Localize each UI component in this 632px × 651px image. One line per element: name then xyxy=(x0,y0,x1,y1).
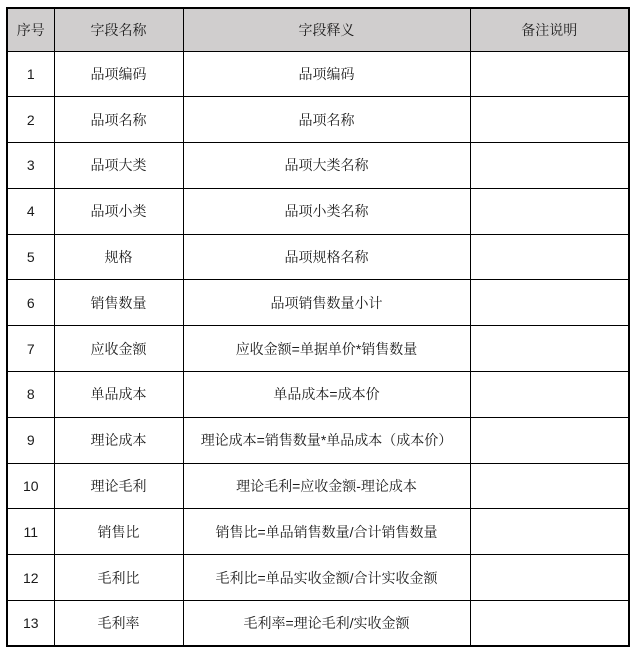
cell-name: 应收金额 xyxy=(54,326,183,372)
cell-no: 11 xyxy=(7,509,54,555)
cell-name: 规格 xyxy=(54,234,183,280)
cell-note xyxy=(470,509,629,555)
cell-name: 品项编码 xyxy=(54,51,183,97)
cell-note xyxy=(470,601,629,647)
cell-no: 5 xyxy=(7,234,54,280)
cell-note xyxy=(470,188,629,234)
table-row xyxy=(7,280,629,326)
cell-desc: 品项大类名称 xyxy=(183,143,470,189)
cell-no: 1 xyxy=(7,51,54,97)
cell-note xyxy=(470,234,629,280)
cell-desc: 品项编码 xyxy=(183,51,470,97)
cell-desc: 销售比=单品销售数量/合计销售数量 xyxy=(183,509,470,555)
cell-note xyxy=(470,417,629,463)
cell-name: 理论成本 xyxy=(54,417,183,463)
cell-no: 4 xyxy=(7,188,54,234)
cell-no: 6 xyxy=(7,280,54,326)
cell-no: 13 xyxy=(7,601,54,647)
field-definition-table xyxy=(6,7,630,647)
header-col-no: 序号 xyxy=(7,8,54,51)
table-row xyxy=(7,234,629,280)
table-row xyxy=(7,417,629,463)
cell-no: 10 xyxy=(7,463,54,509)
header-col-name: 字段名称 xyxy=(54,8,183,51)
cell-no: 3 xyxy=(7,143,54,189)
cell-note xyxy=(470,280,629,326)
cell-name: 品项小类 xyxy=(54,188,183,234)
cell-no: 7 xyxy=(7,326,54,372)
cell-note xyxy=(470,326,629,372)
header-col-note: 备注说明 xyxy=(470,8,629,51)
cell-name: 销售数量 xyxy=(54,280,183,326)
cell-desc: 应收金额=单据单价*销售数量 xyxy=(183,326,470,372)
cell-name: 理论毛利 xyxy=(54,463,183,509)
table-row xyxy=(7,509,629,555)
table-row xyxy=(7,97,629,143)
cell-desc: 品项名称 xyxy=(183,97,470,143)
cell-no: 2 xyxy=(7,97,54,143)
header-col-desc: 字段释义 xyxy=(183,8,470,51)
cell-name: 毛利率 xyxy=(54,601,183,647)
cell-desc: 毛利比=单品实收金额/合计实收金额 xyxy=(183,555,470,601)
cell-name: 品项大类 xyxy=(54,143,183,189)
cell-name: 毛利比 xyxy=(54,555,183,601)
cell-no: 8 xyxy=(7,372,54,418)
cell-no: 12 xyxy=(7,555,54,601)
cell-no: 9 xyxy=(7,417,54,463)
cell-note xyxy=(470,51,629,97)
table-body xyxy=(7,51,629,646)
cell-desc: 毛利率=理论毛利/实收金额 xyxy=(183,601,470,647)
table-row xyxy=(7,463,629,509)
cell-note xyxy=(470,372,629,418)
cell-desc: 品项规格名称 xyxy=(183,234,470,280)
table-row xyxy=(7,601,629,647)
table-row xyxy=(7,372,629,418)
cell-desc: 品项销售数量小计 xyxy=(183,280,470,326)
header-row xyxy=(7,8,629,51)
table-row xyxy=(7,143,629,189)
cell-desc: 单品成本=成本价 xyxy=(183,372,470,418)
cell-desc: 理论成本=销售数量*单品成本（成本价） xyxy=(183,417,470,463)
table-row xyxy=(7,188,629,234)
cell-note xyxy=(470,143,629,189)
cell-desc: 品项小类名称 xyxy=(183,188,470,234)
cell-name: 销售比 xyxy=(54,509,183,555)
table-row xyxy=(7,51,629,97)
cell-name: 品项名称 xyxy=(54,97,183,143)
table-row xyxy=(7,555,629,601)
cell-name: 单品成本 xyxy=(54,372,183,418)
table-header xyxy=(7,8,629,51)
cell-note xyxy=(470,463,629,509)
cell-desc: 理论毛利=应收金额-理论成本 xyxy=(183,463,470,509)
cell-note xyxy=(470,555,629,601)
cell-note xyxy=(470,97,629,143)
table-row xyxy=(7,326,629,372)
